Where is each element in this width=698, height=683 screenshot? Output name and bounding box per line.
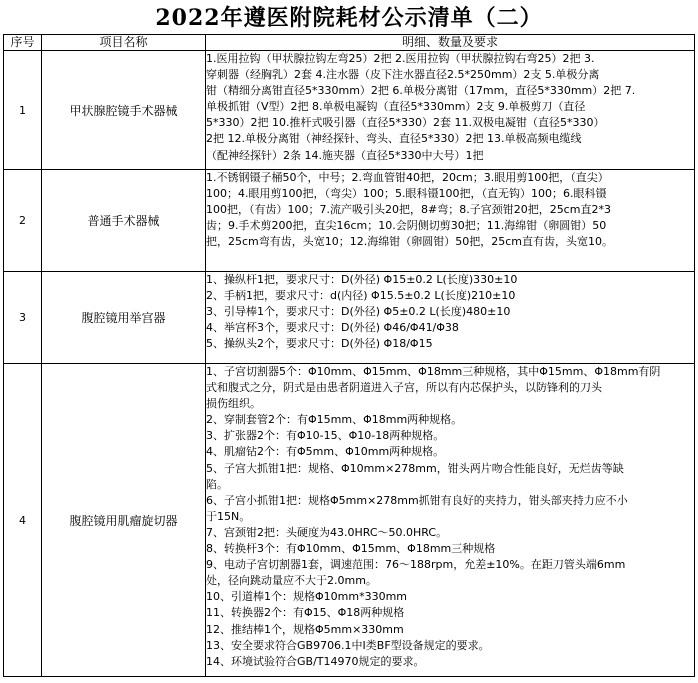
- spec-line: 4、肌瘤钻2个：有Φ5mm、Φ10mm两种规格。: [206, 445, 445, 459]
- spec-line: 8、转换杆3个：有Φ10mm、Φ15mm、Φ18mm三种规格: [206, 542, 496, 556]
- header-spec: 明细、数量及要求: [206, 35, 695, 51]
- row-index: 3: [4, 272, 42, 364]
- spec-line: 9、电动子宫切割器1套，调速范围：76～188rpm，允差±10%。在距刀管头端6mm: [206, 558, 626, 572]
- spec-line: 6、子宫小抓钳1把：规格Φ5mm×278mm抓钳有良好的夹持力，钳头部夹持力应不小: [206, 493, 628, 507]
- row-item-name: 腹腔镜用肌瘤旋切器: [42, 364, 206, 677]
- spec-line: 把，25cm弯有齿，头宽10；12.海绵钳（卵圆钳）50把，25cm直有齿，头宽10。: [206, 235, 614, 249]
- spec-line: 单极抓钳（V型）2把 8.单极电凝钩（直径5*330mm）2支 9.单极剪刀（直径: [206, 100, 586, 114]
- spec-line: 14、环境试验符合GB/T14970规定的要求。: [206, 654, 425, 668]
- spec-line: 处，径向跳动量应不大于2.0mm。: [206, 574, 377, 588]
- row-index: 4: [4, 364, 42, 677]
- row-index: 2: [4, 170, 42, 272]
- row-spec: [206, 51, 695, 170]
- row-item-name: 普通手术器械: [42, 170, 206, 272]
- header-index: 序号: [4, 35, 42, 51]
- row-spec: [206, 170, 695, 272]
- spec-line: 1、子宫切割器5个：Φ10mm、Φ15mm、Φ18mm三种规格，其中Φ15mm、Φ18mm有阴: [206, 365, 661, 378]
- table-row: [4, 364, 695, 677]
- spec-line: 7、宫颈钳2把：头硬度为43.0HRC～50.0HRC。: [206, 525, 448, 539]
- procurement-table: [3, 34, 695, 677]
- spec-line: （配神经探针）2条 14.施夹器（直径5*330中大号）1把: [206, 148, 484, 162]
- spec-line: 陷。: [206, 477, 228, 491]
- spec-line: 于15N。: [206, 509, 251, 523]
- row-index: 1: [4, 51, 42, 170]
- header-item-name: 项目名称: [42, 35, 206, 51]
- spec-line: 齿；9.手术剪200把，直尖16cm；10.会阴侧切剪30把；11.海绵钳（卵圆钳）50: [206, 219, 607, 233]
- spec-line: 5、操纵头2个，要求尺寸：D(外径) Φ18/Φ15: [206, 337, 433, 351]
- spec-line: 13、安全要求符合GB9706.1中I类BF型设备规定的要求。: [206, 638, 490, 652]
- row-item-name: 甲状腺腔镜手术器械: [42, 51, 206, 170]
- spec-line: 5、子宫大抓钳1把：规格、Φ10mm×278mm，钳头两片吻合性能良好，无烂齿等缺: [206, 461, 624, 475]
- table-row: [4, 51, 695, 170]
- row-spec: [206, 364, 695, 677]
- spec-line: 穿刺器（经胸乳）2套 4.注水器（皮下注水器直径2.5*250mm）2支 5.单极分离: [206, 68, 600, 82]
- spec-line: 式和腹式之分，阴式是由患者阴道进入子宫，所以有内芯保护头，以防锋利的刀头: [206, 381, 602, 395]
- spec-line: 3、引导棒1个，要求尺寸：D(外径) Φ5±0.2 L(长度)480±10: [206, 305, 511, 319]
- table-header-row: [4, 35, 695, 51]
- spec-line: 3、扩张器2个：有Φ10-15、Φ10-18两种规格。: [206, 429, 445, 443]
- spec-line: 2、手柄1把，要求尺寸：d(内径) Φ15.5±0.2 L(长度)210±10: [206, 289, 516, 303]
- spec-line: 2、穿制套管2个：有Φ15mm、Φ18mm两种规格。: [206, 413, 463, 427]
- spec-line: 损伤组织。: [206, 397, 261, 411]
- row-spec: [206, 272, 695, 364]
- row-item-name: 腹腔镜用举宫器: [42, 272, 206, 364]
- document-title: 2022年遵医附院耗材公示清单（二）: [155, 5, 543, 31]
- spec-line: 2把 12.单极分离钳（神经探针、弯头、直径5*330）2把 13.单极高频电缆线: [206, 132, 582, 146]
- spec-line: 100把，（有齿）100；7.流产吸引头20把，8#弯；8.子宫颈钳20把，25cm直2*3: [206, 203, 611, 217]
- table-row: [4, 272, 695, 364]
- spec-line: 10、引道棒1个：规格Φ10mm*330mm: [206, 590, 408, 604]
- spec-line: 5*330）2把 10.推杆式吸引器（直径5*330）2套 11.双极电凝钳（直径5*330）: [206, 116, 605, 130]
- spec-line: 4、举宫杯3个，要求尺寸：D(外径) Φ46/Φ41/Φ38: [206, 321, 459, 335]
- spec-line: 1、操纵杆1把，要求尺寸：D(外径) Φ15±0.2 L(长度)330±10: [206, 273, 518, 286]
- spec-line: 钳（精细分离钳直径5*330mm）2把 6.单极分离钳（17mm，直径5*330mm）2把 7.: [206, 84, 636, 98]
- spec-line: 1.不锈钢镊子桶50个，中号；2.弯血管钳40把，20cm；3.眼用剪100把，（直尖）: [206, 171, 609, 184]
- spec-line: 1.医用拉钩（甲状腺拉钩左弯25）2把 2.医用拉钩（甲状腺拉钩右弯25）2把 3.: [206, 52, 595, 65]
- table-row: [4, 170, 695, 272]
- table-body: [4, 51, 695, 677]
- spec-line: 100；4.眼用剪100把，（弯尖）100；5.眼科镊100把，（直无钩）100；6.眼科镊: [206, 187, 607, 201]
- spec-line: 12、推结棒1个，规格Φ5mm×330mm: [206, 622, 404, 636]
- spec-line: 11、转换器2个：有Φ15、Φ18两种规格: [206, 606, 405, 620]
